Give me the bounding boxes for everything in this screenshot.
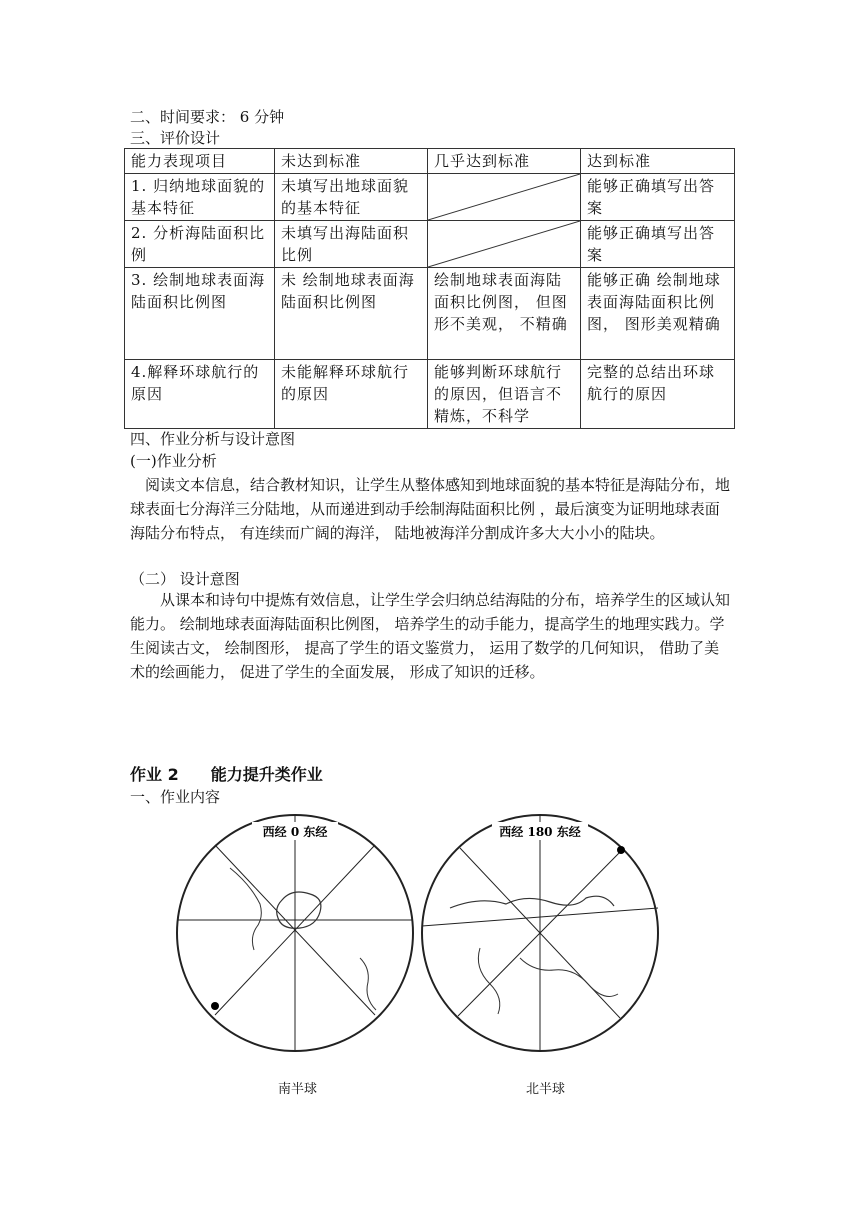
table-cell: 能够判断环球航行的原因，但语言不精炼，不科学 — [428, 360, 581, 429]
table-header-cell: 达到标准 — [581, 149, 735, 174]
table-header-cell: 未达到标准 — [275, 149, 428, 174]
table-cell: 未 绘制地球表面海陆面积比例图 — [275, 268, 428, 360]
globe-top-label: 西经 0 东经 — [262, 825, 328, 839]
table-row — [125, 268, 735, 360]
analysis-subtitle: (一)作业分析 — [130, 452, 217, 470]
design-paragraph: 从课本和诗句中提炼有效信息，让学生学会归纳总结海陆的分布，培养学生的区域认知能力。 绘制地球表面海陆面积比例图， 培养学生的动手能力，提高学生的地理实践力。学生阅读古文， 绘制图形， 提高了学生的语文鉴赏力， 运用了数学的几何知识， 借助了美术的绘画能力， 促进了学生的全面发展， 形成了知识的迁移。 — [130, 591, 731, 681]
south-hemisphere-caption: 南半球 — [278, 1082, 318, 1097]
design-subtitle: （二） 设计意图 — [130, 570, 240, 588]
table-cell: 能够正确填写出答案 — [581, 221, 735, 268]
table-cell: 完整的总结出环球航行的原因 — [581, 360, 735, 429]
globe-marker-dot — [211, 1002, 219, 1010]
evaluation-title: 三、评价设计 — [130, 129, 221, 147]
table-cell: 能够正确填写出答案 — [581, 174, 735, 221]
evaluation-table — [124, 148, 735, 429]
table-header-cell: 能力表现项目 — [125, 149, 275, 174]
table-header-row — [125, 149, 735, 174]
table-cell: 绘制地球表面海陆面积比例图， 但图形不美观， 不精确 — [428, 268, 581, 360]
north-hemisphere-caption: 北半球 — [526, 1082, 566, 1097]
homework-2-heading: 作业 2 能力提升类作业 — [130, 765, 323, 784]
table-row — [125, 360, 735, 429]
globe-top-label: 西经 180 东经 — [499, 825, 581, 839]
south-hemisphere-map — [170, 808, 420, 1058]
table-cell: 1. 归纳地球面貌的基本特征 — [125, 174, 275, 221]
north-hemisphere-map — [420, 808, 670, 1058]
time-requirement: 二、时间要求： 6 分钟 — [130, 108, 285, 126]
diagonal-line — [428, 221, 580, 267]
table-row — [125, 174, 735, 221]
table-cell-diagonal — [428, 174, 581, 221]
table-cell-diagonal — [428, 221, 581, 268]
homework-content-title: 一、作业内容 — [130, 788, 221, 806]
table-row — [125, 221, 735, 268]
table-cell: 未填写出海陆面积比例 — [275, 221, 428, 268]
table-cell: 2. 分析海陆面积比例 — [125, 221, 275, 268]
analysis-paragraph: 阅读文本信息，结合教材知识，让学生从整体感知到地球面貌的基本特征是海陆分布，地球表面七分海洋三分陆地，从而递进到动手绘制海陆面积比例 ，最后演变为证明地球表面海陆分布特点， 有连续而广阔的海洋， 陆地被海洋分割成许多大大小小的陆块。 — [130, 476, 731, 542]
table-cell: 未填写出地球面貌的基本特征 — [275, 174, 428, 221]
table-cell: 未能解释环球航行的原因 — [275, 360, 428, 429]
table-cell: 4.解释环球航行的原因 — [125, 360, 275, 429]
table-cell: 能够正确 绘制地球表面海陆面积比例图， 图形美观精确 — [581, 268, 735, 360]
table-header-cell: 几乎达到标准 — [428, 149, 581, 174]
analysis-title: 四、作业分析与设计意图 — [130, 430, 296, 448]
diagonal-line — [428, 174, 580, 220]
table-cell: 3. 绘制地球表面海陆面积比例图 — [125, 268, 275, 360]
globe-marker-dot — [617, 846, 625, 854]
